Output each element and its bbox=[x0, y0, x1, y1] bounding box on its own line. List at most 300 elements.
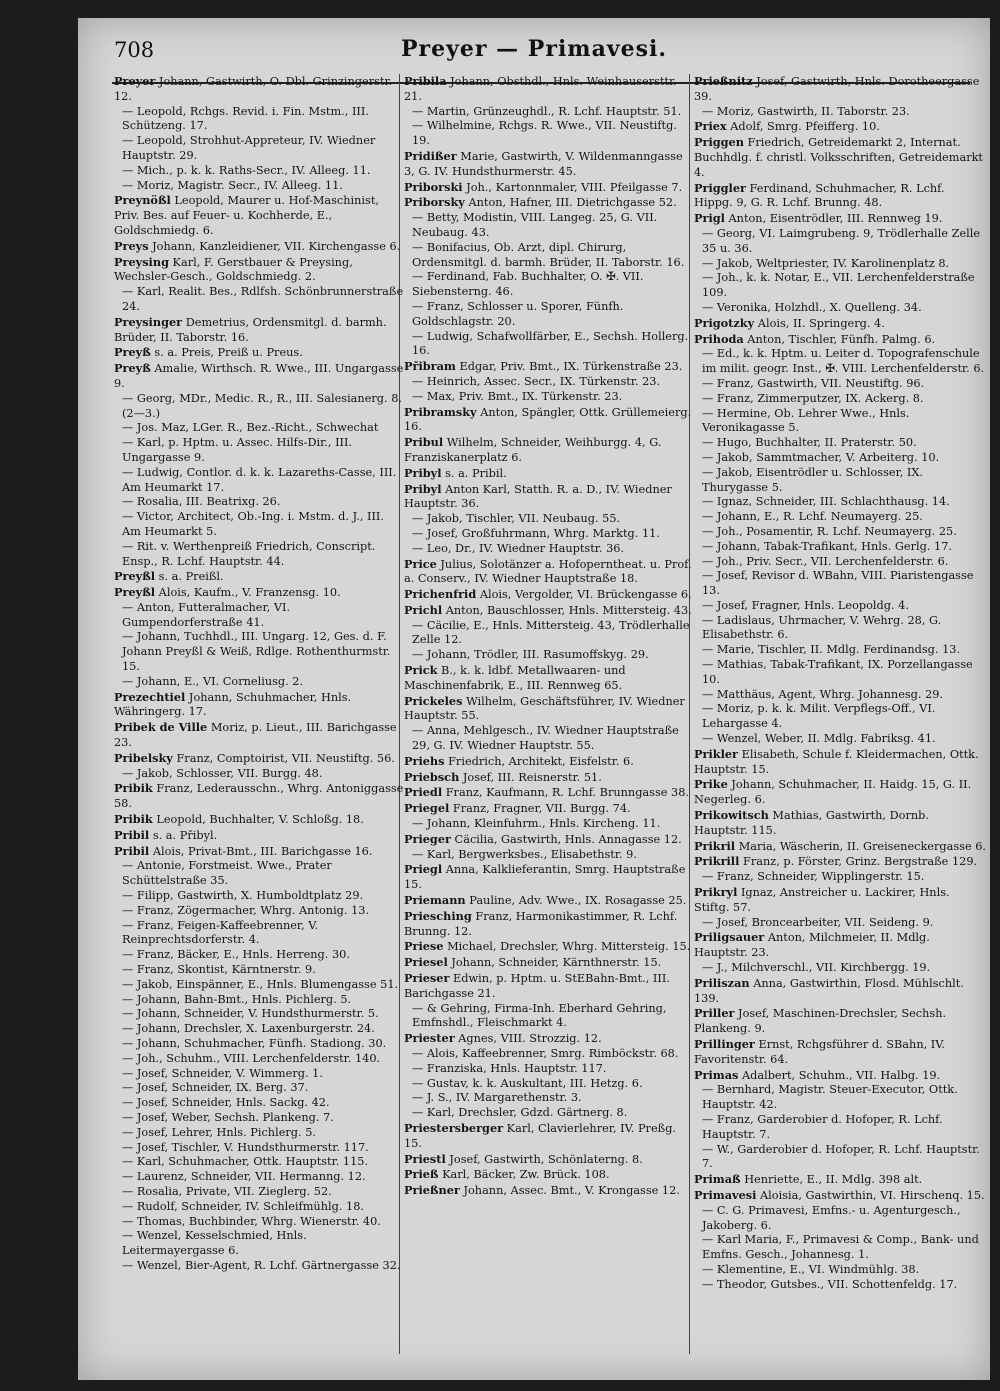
entry-surname: Primaß bbox=[694, 1172, 741, 1187]
entry-surname: Priegl bbox=[404, 862, 443, 877]
directory-entry bbox=[404, 105, 696, 120]
directory-entry bbox=[694, 510, 986, 525]
directory-entry bbox=[694, 808, 986, 839]
directory-entry bbox=[404, 785, 696, 801]
directory-entry bbox=[114, 720, 406, 751]
entry-surname: Preynößl bbox=[114, 193, 171, 208]
directory-entry bbox=[694, 105, 986, 120]
directory-entry bbox=[694, 525, 986, 540]
directory-entry bbox=[404, 862, 696, 893]
entry-details: Karl, Bäcker, Zw. Brück. 108. bbox=[438, 1168, 610, 1182]
directory-entry bbox=[114, 919, 406, 949]
entry-surname: Prickeles bbox=[404, 693, 463, 708]
entry-details: Pauline, Adv. Wwe., IX. Rosagasse 25. bbox=[465, 894, 687, 908]
directory-entry bbox=[114, 164, 406, 179]
directory-entry bbox=[694, 540, 986, 555]
entry-details: — Johann, Tabak-Trafikant, Hnls. Gerlg. 17. bbox=[702, 539, 952, 553]
directory-entry bbox=[114, 1259, 406, 1274]
directory-entry bbox=[114, 751, 406, 767]
entry-surname: Priese bbox=[404, 939, 444, 954]
entry-surname: Prichl bbox=[404, 602, 443, 617]
directory-entry bbox=[404, 1106, 696, 1121]
entry-details: — Ferdinand, Fab. Buchhalter, O. ✠. VII. Siebensterng. 46. bbox=[412, 270, 644, 299]
entry-surname: Prick bbox=[404, 663, 438, 678]
entry-details: — Josef, Fragner, Hnls. Leopoldg. 4. bbox=[702, 598, 909, 612]
directory-entry bbox=[114, 1052, 406, 1067]
entry-details: Leopold, Maurer u. Hof-Maschinist, Priv. Bes. auf Feuer- u. Kochherde, E., Goldschmiedg. 6. bbox=[114, 194, 379, 237]
entry-surname: Preyß bbox=[114, 345, 151, 360]
entry-surname: Priller bbox=[694, 1006, 735, 1021]
entry-details: — Johann, Drechsler, X. Laxenburgerstr. 24. bbox=[122, 1022, 375, 1036]
entry-details: — Johann, Schuhmacher, Fünfh. Stadiong. 30. bbox=[122, 1037, 387, 1050]
entry-details: — Marie, Tischler, II. Mdlg. Ferdinandsg. 13. bbox=[702, 643, 961, 657]
entry-details: Ferdinand, Schuhmacher, R. Lchf. Hippg. 9, G. R. Lchf. Brunng. 48. bbox=[694, 181, 945, 210]
directory-entry bbox=[114, 345, 406, 361]
directory-entry bbox=[694, 643, 986, 658]
running-head: Preyer — Primavesi. bbox=[400, 36, 668, 62]
entry-details: Marie, Gastwirth, V. Wildenmanngasse 3, G. IV. Hundsthurmerstr. 45. bbox=[404, 149, 683, 178]
entry-details: — Joh., Schuhm., VIII. Lerchenfelderstr. 140. bbox=[122, 1051, 381, 1065]
entry-details: Johann, Kanzleidiener, VII. Kirchengasse 6. bbox=[148, 239, 401, 253]
entry-surname: Pribyl bbox=[404, 465, 442, 480]
entry-details: Johann, Schuhmacher, II. Haidg. 15, G. II. Negerleg. 6. bbox=[694, 778, 972, 807]
entry-details: — Johann, Tuchhdl., III. Ungarg. 12, Ges. d. F. Johann Preyßl & Weiß, Rdlge. Rothenthurmstr. 15. bbox=[122, 630, 391, 674]
directory-entry bbox=[114, 134, 406, 164]
entry-details: — Franz, Skontist, Kärntnerstr. 9. bbox=[122, 963, 316, 977]
directory-entry bbox=[404, 801, 696, 817]
directory-entry bbox=[114, 74, 406, 105]
directory-entry bbox=[114, 904, 406, 919]
entry-details: Alois, Privat-Bmt., III. Barichgasse 16. bbox=[149, 844, 373, 858]
entry-details: — Wenzel, Kesselschmied, Hnls. Leitermayergasse 6. bbox=[122, 1229, 307, 1258]
entry-details: — Josef, Großfuhrmann, Whrg. Marktg. 11. bbox=[412, 526, 660, 540]
page-number: 708 bbox=[114, 38, 155, 62]
entry-details: — Veronika, Holzhdl., X. Quelleng. 34. bbox=[702, 300, 922, 314]
entry-details: — Franz, Schlosser u. Sporer, Fünfh. Goldschlagstr. 20. bbox=[412, 299, 624, 328]
directory-entry bbox=[694, 135, 986, 180]
directory-entry bbox=[404, 1077, 696, 1092]
directory-entry bbox=[694, 436, 986, 451]
directory-entry bbox=[694, 885, 986, 916]
directory-entry bbox=[404, 359, 696, 375]
directory-entry bbox=[404, 817, 696, 832]
entry-details: — Joh., Priv. Secr., VII. Lerchenfelderstr. 6. bbox=[702, 554, 949, 568]
directory-entry bbox=[694, 1113, 986, 1143]
entry-surname: Prikler bbox=[694, 746, 738, 761]
directory-entry bbox=[404, 375, 696, 390]
entry-details: Ernst, Rchgsführer d. SBahn, IV. Favoritenstr. 64. bbox=[694, 1038, 946, 1066]
entry-surname: Prillinger bbox=[694, 1037, 755, 1051]
entry-details: — Martin, Grünzeughdl., R. Lchf. Hauptstr. 51. bbox=[412, 104, 682, 118]
directory-entry bbox=[114, 239, 406, 255]
entry-surname: Preyßl bbox=[114, 569, 156, 584]
entry-details: — Alois, Kaffeebrenner, Smrg. Rimböckstr. 68. bbox=[412, 1047, 679, 1060]
entry-details: Wilhelm, Geschäftsführer, IV. Wiedner Hauptstr. 55. bbox=[404, 694, 685, 723]
entry-details: — Leopold, Strohhut-Appreteur, IV. Wiedner Hauptstr. 29. bbox=[122, 134, 376, 162]
directory-entry bbox=[694, 1278, 986, 1293]
entry-surname: Prike bbox=[694, 777, 728, 792]
directory-entry bbox=[114, 767, 406, 782]
entry-details: — Betty, Modistin, VIII. Langeg. 25, G. VII. Neubaug. 43. bbox=[412, 211, 658, 239]
entry-details: Anton, Eisentrödler, III. Rennweg 19. bbox=[724, 212, 943, 226]
directory-entry bbox=[694, 839, 986, 855]
directory-entry bbox=[404, 180, 696, 196]
entry-details: — Franziska, Hnls. Hauptstr. 117. bbox=[412, 1061, 607, 1075]
directory-entry bbox=[404, 619, 696, 649]
directory-entry bbox=[404, 512, 696, 527]
entry-details: s. a. Preis, Preiß u. Preus. bbox=[150, 346, 303, 360]
directory-entry bbox=[114, 1141, 406, 1156]
directory-entry bbox=[404, 1031, 696, 1047]
directory-entry bbox=[114, 1067, 406, 1082]
directory-entry bbox=[694, 1263, 986, 1278]
directory-entry bbox=[404, 149, 696, 180]
entry-details: — Franz, Feigen-Kaffeebrenner, V. Reinprechtsdorferstr. 4. bbox=[122, 918, 319, 947]
entry-details: Josef, Gastwirth, Hnls. Dorotheergasse 39. bbox=[694, 75, 980, 103]
entry-surname: Preyßl bbox=[114, 585, 156, 600]
entry-surname: Pribek de Ville bbox=[114, 720, 208, 735]
entry-surname: Preys bbox=[114, 238, 149, 253]
entry-details: s. a. Pribil. bbox=[441, 466, 507, 480]
entry-details: Franz, Fragner, VII. Burgg. 74. bbox=[449, 802, 631, 816]
directory-entry bbox=[114, 436, 406, 466]
entry-details: — Jos. Maz, LGer. R., Bez.-Richt., Schwechat bbox=[122, 421, 379, 435]
entry-details: — Rosalia, Private, VII. Zieglerg. 52. bbox=[122, 1184, 332, 1198]
directory-entry bbox=[404, 663, 696, 694]
entry-details: Karl, F. Gerstbauer & Preysing, Wechsler-Gesch., Goldschmiedg. 2. bbox=[114, 255, 353, 284]
directory-entry bbox=[404, 557, 696, 588]
directory-entry bbox=[404, 211, 696, 241]
entry-surname: Preysing bbox=[114, 254, 169, 269]
entry-details: Karl, Clavierlehrer, IV. Preßg. 15. bbox=[404, 1121, 677, 1150]
directory-entry bbox=[114, 361, 406, 392]
entry-details: — Franz, Bäcker, E., Hnls. Herreng. 30. bbox=[122, 948, 350, 962]
directory-entry bbox=[694, 271, 986, 301]
directory-entry bbox=[114, 1126, 406, 1141]
directory-entry bbox=[114, 392, 406, 422]
entry-details: Anton, Milchmeier, II. Mdlg. Hauptstr. 23. bbox=[694, 931, 930, 960]
entry-details: Johann, Schneider, Kärnthnerstr. 15. bbox=[447, 956, 662, 970]
entry-surname: Prihoda bbox=[694, 331, 744, 346]
entry-surname: Pribil bbox=[114, 843, 150, 858]
entry-details: — Josef, Weber, Sechsh. Plankeng. 7. bbox=[122, 1110, 334, 1124]
directory-entry bbox=[404, 390, 696, 405]
directory-entry bbox=[694, 347, 986, 377]
entry-details: — Josef, Lehrer, Hnls. Pichlerg. 5. bbox=[122, 1125, 316, 1139]
directory-entry bbox=[114, 510, 406, 540]
column-3 bbox=[694, 74, 986, 1364]
entry-details: — Karl Maria, F., Primavesi & Comp., Bank- und Emfns. Gesch., Johannesg. 1. bbox=[702, 1233, 979, 1262]
directory-entry bbox=[694, 1037, 986, 1068]
directory-entry bbox=[114, 828, 406, 844]
directory-entry bbox=[404, 241, 696, 271]
entry-details: — Josef, Schneider, Hnls. Sackg. 42. bbox=[122, 1096, 330, 1110]
directory-entry bbox=[114, 993, 406, 1008]
entry-details: Amalie, Wirthsch. R. Wwe., III. Ungargasse 9. bbox=[114, 362, 404, 390]
entry-details: Alois, Vergolder, VI. Brückengasse 6. bbox=[476, 588, 692, 602]
entry-surname: Priggen bbox=[694, 135, 744, 150]
directory-entry bbox=[404, 848, 696, 863]
entry-details: s. a. Přibyl. bbox=[149, 828, 218, 842]
entry-details: — Joh., Posamentir, R. Lchf. Neumayerg. 25. bbox=[702, 524, 957, 538]
directory-entry bbox=[114, 781, 406, 812]
entry-details: — Theodor, Gutsbes., VII. Schottenfeldg. 17. bbox=[702, 1277, 958, 1291]
entry-details: — Jakob, Eisentrödler u. Schlosser, IX. Thurygasse 5. bbox=[702, 465, 924, 494]
directory-entry bbox=[114, 255, 406, 286]
entry-surname: Priborsky bbox=[404, 195, 465, 210]
directory-entry bbox=[694, 976, 986, 1007]
directory-entry bbox=[694, 466, 986, 496]
entry-details: Friedrich, Architekt, Eisfelstr. 6. bbox=[444, 754, 634, 768]
entry-surname: Pribramsky bbox=[404, 404, 477, 419]
directory-entry bbox=[404, 1002, 696, 1032]
directory-entry bbox=[114, 1185, 406, 1200]
entry-details: Franz, Lederausschn., Whrg. Antoniggasse 58. bbox=[114, 782, 404, 811]
entry-surname: Pribik bbox=[114, 812, 153, 827]
entry-details: Maria, Wäscherin, II. Greiseneckergasse 6. bbox=[735, 839, 986, 853]
entry-details: Adolf, Smrg. Pfeifferg. 10. bbox=[726, 120, 880, 134]
directory-entry bbox=[694, 407, 986, 437]
entry-details: — Thomas, Buchbinder, Whrg. Wienerstr. 40. bbox=[122, 1214, 381, 1228]
directory-entry bbox=[114, 1022, 406, 1037]
directory-entry bbox=[404, 119, 696, 149]
entry-details: — Josef, Schneider, V. Wimmerg. 1. bbox=[122, 1066, 323, 1080]
entry-details: Henriette, E., II. Mdlg. 398 alt. bbox=[740, 1173, 923, 1187]
entry-details: Leopold, Buchhalter, V. Schloßg. 18. bbox=[152, 813, 364, 827]
directory-entry bbox=[404, 893, 696, 909]
entry-details: Aloisia, Gastwirthin, VI. Hirschenq. 15. bbox=[756, 1188, 985, 1202]
directory-entry bbox=[404, 300, 696, 330]
entry-details: — Franz, Garderobier d. Hofoper, R. Lchf. Hauptstr. 7. bbox=[702, 1112, 943, 1141]
entry-details: — Mich., p. k. k. Raths-Secr., IV. Alleeg. 11. bbox=[122, 163, 371, 177]
directory-entry bbox=[694, 257, 986, 272]
entry-surname: Prezechtiel bbox=[114, 689, 186, 704]
entry-details: — Victor, Architect, Ob.-Ing. i. Mstm. d. J., III. Am Heumarkt 5. bbox=[122, 510, 384, 538]
directory-entry bbox=[404, 832, 696, 848]
entry-surname: Primas bbox=[694, 1067, 739, 1082]
entry-surname: Pribila bbox=[404, 74, 447, 88]
directory-entry bbox=[114, 948, 406, 963]
entry-details: Elisabeth, Schule f. Kleidermachen, Ottk. Hauptstr. 15. bbox=[694, 747, 979, 776]
directory-entry bbox=[404, 1152, 696, 1168]
entry-details: Joh., Kartonnmaler, VIII. Pfeilgasse 7. bbox=[462, 180, 683, 194]
directory-entry bbox=[114, 285, 406, 315]
entry-details: Anton, Tischler, Fünfh. Palmg. 6. bbox=[743, 332, 936, 346]
directory-entry bbox=[694, 332, 986, 348]
directory-entry bbox=[694, 732, 986, 747]
entry-details: — Josef, Schneider, IX. Berg. 37. bbox=[122, 1081, 309, 1095]
entry-details: — Karl, Realit. Bes., Rdlfsh. Schönbrunnerstraße 24. bbox=[122, 285, 404, 313]
directory-entry bbox=[694, 854, 986, 870]
entry-details: — Joh., k. k. Notar, E., VII. Lerchenfelderstraße 109. bbox=[702, 271, 975, 300]
entry-details: — Jakob, Einspänner, E., Hnls. Blumengasse 51. bbox=[122, 977, 399, 991]
entry-details: Anna, Kalklieferantin, Smrg. Hauptstraße 15. bbox=[404, 863, 686, 892]
directory-entry bbox=[404, 955, 696, 971]
directory-entry bbox=[694, 599, 986, 614]
directory-entry bbox=[114, 315, 406, 346]
entry-details: — Ed., k. k. Hptm. u. Leiter d. Topografenschule im milit. geogr. Inst., ✠. VIII. Lerchenfelderstr. 6. bbox=[702, 347, 985, 376]
entry-details: — Franz, Zimmerputzer, IX. Ackerg. 8. bbox=[702, 391, 924, 405]
directory-entry bbox=[404, 971, 696, 1002]
entry-surname: Prikrill bbox=[694, 854, 740, 869]
directory-entry bbox=[114, 1037, 406, 1052]
entry-surname: Priestl bbox=[404, 1151, 446, 1166]
directory-entry bbox=[114, 963, 406, 978]
directory-entry bbox=[114, 1155, 406, 1170]
directory-entry bbox=[404, 1167, 696, 1183]
directory-entry bbox=[694, 1188, 986, 1204]
entry-details: — Anton, Futteralmacher, VI. Gumpendorferstraße 41. bbox=[122, 600, 291, 629]
entry-details: — Georg, MDr., Medic. R., R., III. Salesianerg. 8. (2—3.) bbox=[122, 391, 402, 420]
entry-surname: Pribyl bbox=[404, 481, 442, 496]
directory-entry bbox=[114, 569, 406, 585]
directory-entry bbox=[404, 1062, 696, 1077]
entry-details: — Johann, E., VI. Corneliusg. 2. bbox=[122, 674, 304, 688]
entry-surname: Prießnitz bbox=[694, 74, 753, 88]
entry-details: Alois, II. Springerg. 4. bbox=[754, 316, 885, 330]
directory-entry bbox=[694, 227, 986, 257]
directory-entry bbox=[114, 1081, 406, 1096]
entry-details: — Karl, Schuhmacher, Ottk. Hauptstr. 115. bbox=[122, 1155, 369, 1169]
entry-details: Ignaz, Anstreicher u. Lackirer, Hnls. Stiftg. 57. bbox=[694, 886, 950, 914]
directory-entry bbox=[114, 601, 406, 631]
entry-details: Demetrius, Ordensmitgl. d. barmh. Brüder, II. Taborstr. 16. bbox=[114, 315, 387, 344]
entry-details: — Leopold, Rchgs. Revid. i. Fin. Mstm., III. Schützeng. 17. bbox=[122, 104, 369, 133]
entry-details: — Johann, Schneider, V. Hundsthurmerstr. 5. bbox=[122, 1007, 379, 1021]
entry-surname: Preyß bbox=[114, 361, 151, 376]
entry-details: — Johann, E., R. Lchf. Neumayerg. 25. bbox=[702, 510, 923, 524]
directory-entry bbox=[404, 939, 696, 955]
entry-details: Johann, Schuhmacher, Hnls. Währingerg. 17. bbox=[114, 690, 352, 719]
directory-entry bbox=[114, 179, 406, 194]
entry-details: — Franz, Zögermacher, Whrg. Antonig. 13. bbox=[122, 903, 370, 917]
entry-details: Friedrich, Getreidemarkt 2, Internat. Buchhdlg. f. christl. Volksschriften, Getreidemarkt 4. bbox=[694, 136, 983, 179]
entry-surname: Priex bbox=[694, 119, 727, 134]
directory-entry bbox=[694, 181, 986, 212]
directory-entry bbox=[404, 466, 696, 482]
entry-details: — Heinrich, Assec. Secr., IX. Türkenstr. 23. bbox=[412, 374, 661, 388]
directory-entry bbox=[694, 392, 986, 407]
directory-entry bbox=[694, 688, 986, 703]
entry-details: — Moriz, p. k. k. Milit. Verpflegs-Off., VI. Lehargasse 4. bbox=[702, 702, 936, 731]
directory-entry bbox=[404, 74, 696, 105]
entry-details: — Jakob, Tischler, VII. Neubaug. 55. bbox=[412, 512, 621, 526]
directory-entry bbox=[694, 1143, 986, 1173]
directory-entry bbox=[404, 405, 696, 436]
directory-entry bbox=[114, 585, 406, 601]
directory-entry bbox=[404, 435, 696, 466]
entry-details: — Leo, Dr., IV. Wiedner Hauptstr. 36. bbox=[412, 541, 625, 555]
directory-entry bbox=[404, 1091, 696, 1106]
entry-details: — Rosalia, III. Beatrixg. 26. bbox=[122, 495, 281, 509]
entry-surname: Pribelsky bbox=[114, 750, 173, 765]
directory-entry bbox=[114, 1170, 406, 1185]
entry-details: — Ludwig, Contlor. d. k. k. Lazareths-Casse, III. Am Heumarkt 17. bbox=[122, 465, 397, 494]
directory-entry bbox=[404, 330, 696, 360]
entry-surname: Priedl bbox=[404, 785, 443, 800]
entry-details: — Ludwig, Schafwollfärber, E., Sechsh. Hollerg. 16. bbox=[412, 329, 689, 358]
entry-details: — Wilhelmine, Rchgs. R. Wwe., VII. Neustiftg. 19. bbox=[412, 119, 677, 148]
directory-entry bbox=[694, 74, 986, 105]
directory-entry bbox=[694, 555, 986, 570]
entry-surname: Priesel bbox=[404, 955, 448, 970]
entry-surname: Priesching bbox=[404, 908, 472, 923]
entry-details: Agnes, VIII. Strozzig. 12. bbox=[454, 1032, 602, 1046]
entry-details: Moriz, p. Lieut., III. Barichgasse 23. bbox=[114, 721, 397, 750]
directory-entry bbox=[694, 1204, 986, 1234]
directory-entry bbox=[694, 930, 986, 961]
entry-details: Cäcilia, Gastwirth, Hnls. Annagasse 12. bbox=[450, 832, 682, 846]
entry-details: — Max, Priv. Bmt., IX. Türkenstr. 23. bbox=[412, 389, 623, 403]
entry-details: — Moriz, Magistr. Secr., IV. Alleeg. 11. bbox=[122, 178, 343, 192]
entry-surname: Prieß bbox=[404, 1167, 439, 1182]
directory-entry bbox=[114, 495, 406, 510]
entry-surname: Prieger bbox=[404, 831, 451, 846]
directory-entry bbox=[114, 421, 406, 436]
directory-entry bbox=[114, 859, 406, 889]
directory-entry bbox=[404, 1047, 696, 1062]
entry-details: — Franz, Schneider, Wipplingerstr. 15. bbox=[702, 870, 925, 884]
entry-details: — Bernhard, Magistr. Steuer-Executor, Ottk. Hauptstr. 42. bbox=[702, 1083, 958, 1112]
entry-surname: Přibram bbox=[404, 359, 456, 374]
page-header bbox=[78, 32, 990, 76]
entry-surname: Pribul bbox=[404, 435, 444, 450]
entry-details: — Klementine, E., VI. Windmühlg. 38. bbox=[702, 1262, 920, 1276]
entry-details: — Moriz, Gastwirth, II. Taborstr. 23. bbox=[702, 104, 910, 118]
directory-entry bbox=[694, 1233, 986, 1263]
entry-details: Anna, Gastwirthin, Flosd. Mühlschlt. 139. bbox=[694, 976, 964, 1005]
directory-entry bbox=[114, 630, 406, 674]
entry-surname: Pribik bbox=[114, 781, 153, 796]
directory-entry bbox=[404, 527, 696, 542]
entry-details: — Cäcilie, E., Hnls. Mittersteig. 43, Trödlerhalle Zelle 12. bbox=[412, 618, 690, 647]
directory-entry bbox=[114, 466, 406, 496]
entry-details: — Rudolf, Schneider, IV. Schleifmühlg. 18. bbox=[122, 1199, 364, 1213]
directory-entry bbox=[114, 844, 406, 860]
entry-details: Franz, p. Förster, Grinz. Bergstraße 129. bbox=[739, 855, 978, 869]
directory-entry bbox=[114, 105, 406, 135]
column-1 bbox=[114, 74, 406, 1364]
entry-details: — J., Milchverschl., VII. Kirchbergg. 19. bbox=[702, 961, 931, 975]
entry-details: Josef, Maschinen-Drechsler, Sechsh. Plankeng. 9. bbox=[694, 1007, 947, 1036]
entry-details: — Jakob, Schlosser, VII. Burgg. 48. bbox=[122, 766, 323, 780]
entry-details: — Gustav, k. k. Auskultant, III. Hetzg. 6. bbox=[412, 1076, 643, 1090]
entry-surname: Priebsch bbox=[404, 769, 460, 784]
entry-surname: Preysinger bbox=[114, 314, 183, 329]
column-2 bbox=[404, 74, 696, 1364]
entry-details: — Laurenz, Schneider, VII. Hermanng. 12. bbox=[122, 1170, 366, 1184]
entry-surname: Priehs bbox=[404, 753, 445, 768]
entry-surname: Priggler bbox=[694, 180, 746, 195]
entry-details: — Josef, Revisor d. WBahn, VIII. Piaristengasse 13. bbox=[702, 569, 974, 598]
directory-entry bbox=[694, 451, 986, 466]
entry-surname: Priemann bbox=[404, 893, 466, 908]
entry-details: Edgar, Priv. Bmt., IX. Türkenstraße 23. bbox=[455, 360, 683, 374]
directory-entry bbox=[114, 540, 406, 570]
directory-entry bbox=[694, 1083, 986, 1113]
entry-details: Anton, Spängler, Ottk. Grüllemeierg. 16. bbox=[404, 405, 692, 434]
entry-details: — Rit. v. Werthenpreiß Friedrich, Conscript. Ensp., R. Lchf. Hauptstr. 44. bbox=[122, 539, 376, 568]
entry-details: Anton Karl, Statth. R. a. D., IV. Wiedner Hauptstr. 36. bbox=[404, 482, 672, 511]
entry-details: Adalbert, Schuhm., VII. Halbg. 19. bbox=[738, 1068, 941, 1082]
entry-details: Wilhelm, Schneider, Weihburgg. 4, G. Franziskanerplatz 6. bbox=[404, 436, 662, 464]
entry-details: — Josef, Broncearbeiter, VII. Seideng. 9. bbox=[702, 915, 934, 929]
entry-details: — Franz, Gastwirth, VII. Neustiftg. 96. bbox=[702, 376, 925, 390]
entry-surname: Prigotzky bbox=[694, 315, 755, 330]
entry-surname: Prikril bbox=[694, 838, 736, 853]
entry-details: Franz, Harmonikastimmer, R. Lchf. Brunng. 12. bbox=[404, 909, 678, 938]
entry-surname: Priegel bbox=[404, 801, 450, 816]
